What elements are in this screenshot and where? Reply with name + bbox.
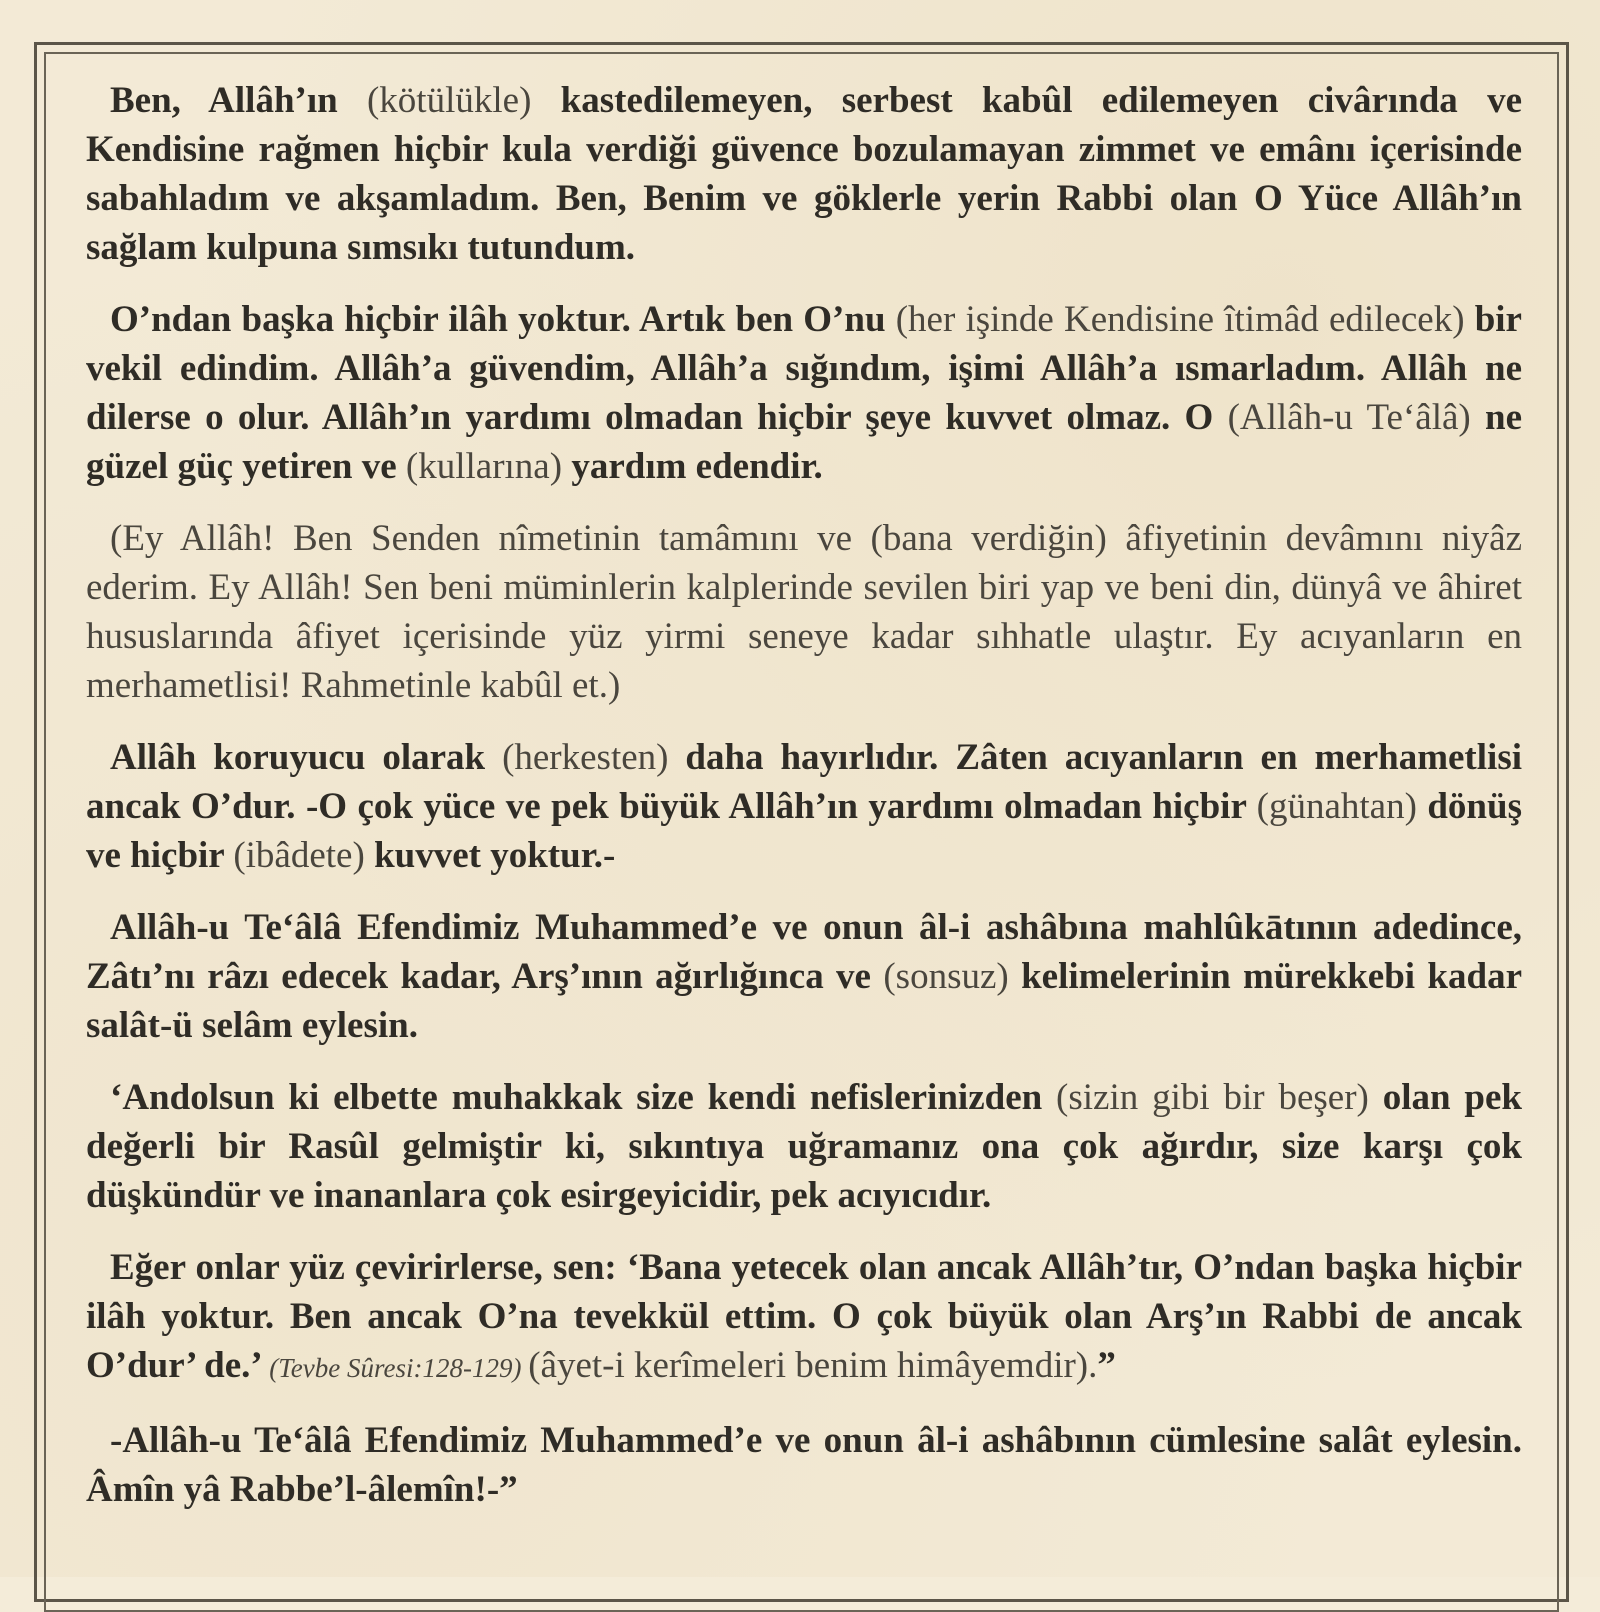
paragraph-4	[86, 733, 1522, 880]
text-run: olan pek değerli bir Rasûl gelmiştir ki, sıkıntıya uğramanız ona çok ağırdır, size karşı çok düşkündür ve inananlara çok esirgeyicidir, pek acıyıcıdır.	[86, 1077, 1522, 1216]
text-run: (ibâdete)	[233, 835, 375, 876]
paragraph-2	[86, 295, 1522, 491]
text-run: (âyet-i kerîmeleri benim himâyemdir).	[528, 1345, 1098, 1386]
text-run: (herkesten)	[502, 737, 686, 778]
text-run: kelimelerinin mürekkebi kadar salât-ü selâm eylesin.	[86, 956, 1522, 1046]
text-run: (sonsuz)	[883, 956, 1022, 997]
text-run: kuvvet yoktur.-	[374, 835, 616, 876]
prayer-text-body	[86, 76, 1522, 1537]
text-run: (her işinde Kendisine îtimâd edilecek)	[895, 299, 1475, 340]
text-run: ”	[1097, 1345, 1116, 1386]
text-run: (sizin gibi bir beşer)	[1056, 1077, 1383, 1118]
verse-reference: (Tevbe Sûresi:128-129)	[269, 1353, 529, 1383]
text-run: (kötülükle)	[366, 80, 561, 121]
text-run: Allâh-u Te‘âlâ Efendimiz Muhammed’e ve onun âl-i ashâbına mahlûkātının adedince, Zâtı’nı râzı edecek kadar, Arş’ının ağırlığınca ve	[86, 907, 1522, 997]
paragraph-3	[86, 514, 1522, 710]
text-run: kastedilemeyen, serbest kabûl edilemeyen civârında ve Kendisine rağmen hiçbir kula verdiği güvence bozulamayan zimmet ve emânı içerisinde sabahladım ve akşamladım. Ben, Benim ve göklerle yerin Rabbi olan O Yüce Allâh’ın sağlam kulpuna sımsıkı tutundum.	[86, 80, 1522, 268]
text-run: Ben, Allâh’ın	[110, 80, 367, 121]
text-run: yardım edendir.	[571, 446, 823, 487]
text-run: ne güzel güç yetiren ve	[86, 397, 1522, 487]
text-run: daha hayırlıdır. Zâten acıyanların en merhametlisi ancak O’dur. -O çok yüce ve pek büyük Allâh’ın yardımı olmadan hiçbir	[86, 737, 1522, 827]
text-run: (Ey Allâh! Ben Senden nîmetinin tamâmını ve (bana verdiğin) âfiyetinin devâmını niyâz ederim. Ey Allâh! Sen beni müminlerin kalplerinde sevilen biri yap ve beni din, dünyâ ve âhiret hususlarında âfiyet içerisinde yüz yirmi seneye kadar sıhhatle ulaştır. Ey acıyanların en merhametlisi! Rahmetinle kabûl et.)	[86, 518, 1522, 706]
paragraph-5	[86, 903, 1522, 1050]
text-run: Eğer onlar yüz çevirirlerse, sen: ‘Bana yetecek olan ancak Allâh’tır, O’ndan başka hiçbir ilâh yoktur. Ben ancak O’na tevekkül ettim. O çok büyük olan Arş’ın Rabbi de ancak O’dur’ de.’	[86, 1247, 1522, 1386]
text-run: Allâh koruyucu olarak	[110, 737, 503, 778]
paragraph-6	[86, 1073, 1522, 1220]
paragraph-1	[86, 76, 1522, 272]
paragraph-8	[86, 1416, 1522, 1514]
paragraph-7	[86, 1243, 1522, 1393]
text-run: (Allâh-u Te‘âlâ)	[1227, 397, 1485, 438]
text-run: (kullarına)	[405, 446, 572, 487]
text-run: O’ndan başka hiçbir ilâh yoktur. Artık ben O’nu	[110, 299, 896, 340]
text-run: ‘Andolsun ki elbette muhakkak size kendi nefislerinizden	[110, 1077, 1057, 1118]
text-run: (günahtan)	[1256, 786, 1428, 827]
text-run: -Allâh-u Te‘âlâ Efendimiz Muhammed’e ve onun âl-i ashâbının cümlesine salât eylesin. Âmîn yâ Rabbe’l-âlemîn!-”	[86, 1420, 1522, 1510]
text-run: dönüş ve hiçbir	[86, 786, 1522, 876]
text-run: bir vekil edindim. Allâh’a güvendim, Allâh’a sığındım, işimi Allâh’a ısmarladım. Allâh ne dilerse o olur. Allâh’ın yardımı olmadan hiçbir şeye kuvvet olmaz. O	[86, 299, 1522, 438]
